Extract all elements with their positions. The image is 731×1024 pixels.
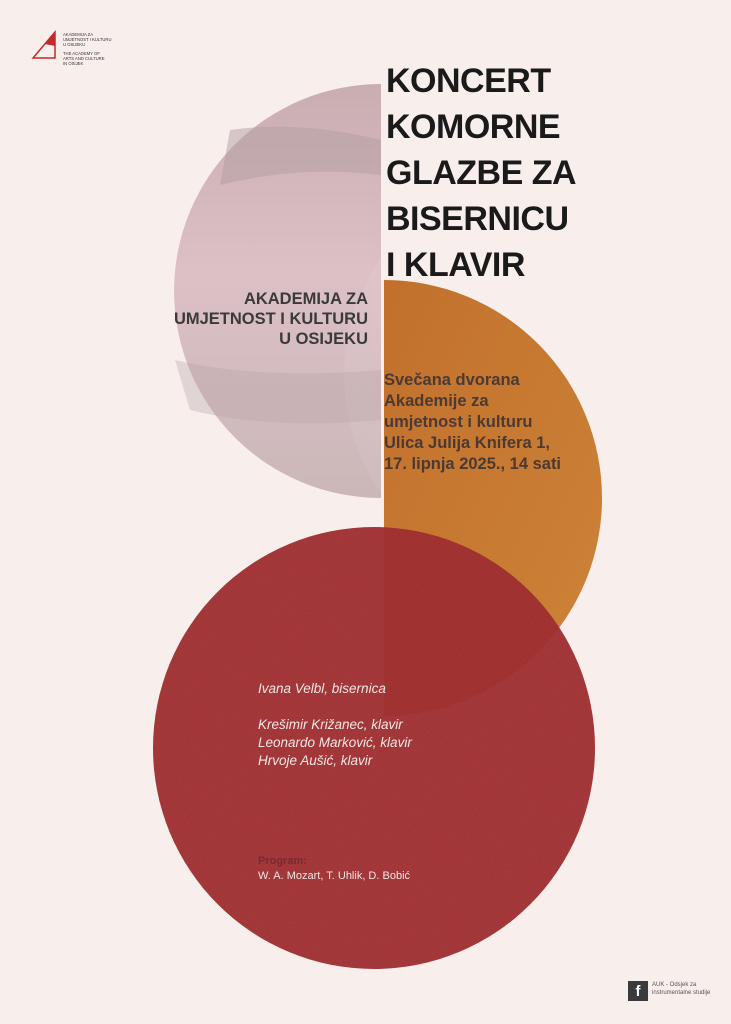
performer: Ivana Velbl, bisernica	[258, 681, 386, 696]
title-line: GLAZBE ZA	[386, 154, 577, 192]
academy-logo-text: AKADEMIJA ZA UMJETNOST I KULTURU U OSIJEKU THE ACADEMY OF ARTS AND CULTURE IN OSIJEK	[63, 32, 112, 67]
performer: Krešimir Križanec, klavir	[258, 717, 403, 732]
title-line: KOMORNE	[386, 108, 561, 146]
program-composers: W. A. Mozart, T. Uhlik, D. Bobić	[258, 870, 411, 882]
concert-title	[386, 58, 686, 288]
facebook-icon[interactable]: f	[628, 981, 648, 1001]
performer: Hrvoje Aušić, klavir	[258, 753, 373, 768]
title-line: I KLAVIR	[386, 246, 525, 284]
facebook-page-label: AUK - Odsjek za instrumentalne studije	[652, 982, 711, 996]
title-line: BISERNICU	[386, 200, 569, 238]
title-line: KONCERT	[386, 62, 551, 100]
program-label: Program:	[258, 855, 307, 867]
academy-name: AKADEMIJA ZA UMJETNOST I KULTURU U OSIJEKU	[173, 290, 368, 348]
performer: Leonardo Marković, klavir	[258, 735, 412, 750]
academy-logo-mark	[33, 32, 55, 58]
performers-list	[258, 680, 518, 770]
venue-details: Svečana dvorana Akademije za umjetnost i kulturu Ulica Julija Knifera 1, 17. lipnja 2025., 14 sati	[384, 371, 562, 473]
